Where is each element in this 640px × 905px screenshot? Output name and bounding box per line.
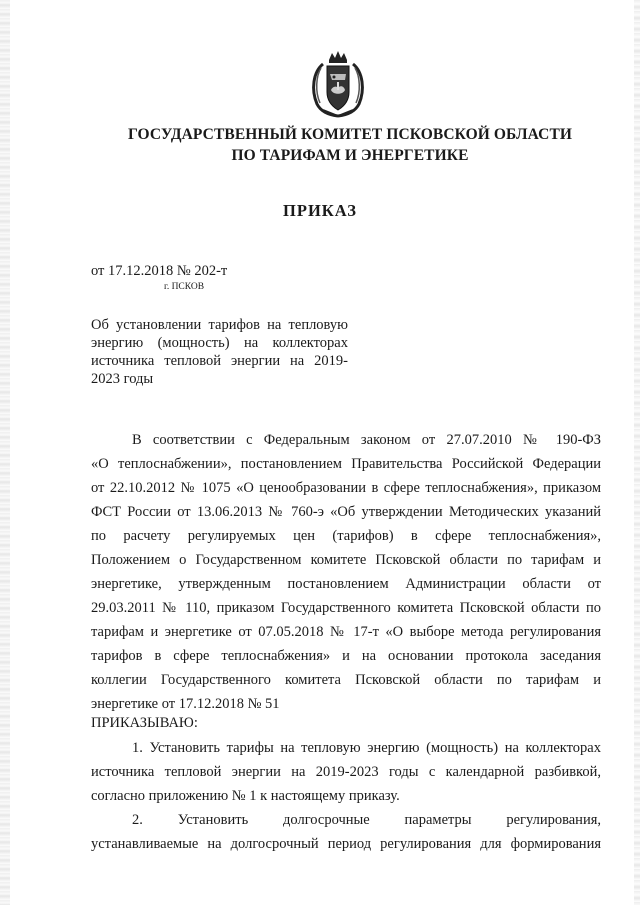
document-date-number: от 17.12.2018 № 202-т <box>91 263 228 279</box>
subject-line: источника тепловой энергии на 2019- <box>91 353 348 369</box>
scan-edge-left <box>0 0 10 905</box>
subject-line: Об установлении тарифов на тепловую <box>91 317 348 333</box>
preamble-line: коллегии Государственного комитета Псковской области по тарифам и <box>91 672 601 688</box>
preamble-line: энергетике от 17.12.2018 № 51 <box>91 696 280 712</box>
preamble-line: Положением о Государственном комитете Псковской области по тарифам и <box>91 552 601 568</box>
organization-title-line1: ГОСУДАРСТВЕННЫЙ КОМИТЕТ ПСКОВСКОЙ ОБЛАСТИ <box>127 126 573 143</box>
preamble-line: тарифов в сфере теплоснабжения» и на основании протокола заседания <box>91 648 601 664</box>
order-directive: ПРИКАЗЫВАЮ: <box>91 715 198 731</box>
preamble-line: от 22.10.2012 № 1075 «О ценообразовании в сфере теплоснабжения», приказом <box>91 480 601 496</box>
preamble-line: В соответствии с Федеральным законом от 27.07.2010 № 190-ФЗ <box>132 432 601 448</box>
subject-line: энергию (мощность) на коллекторах <box>91 335 348 351</box>
preamble-line: энергетике, утвержденным постановлением Администрации области от <box>91 576 601 592</box>
item2-line: устанавливаемые на долгосрочный период регулирования для формирования <box>91 836 601 852</box>
coat-of-arms-icon <box>299 50 377 118</box>
preamble-line: 29.03.2011 № 110, приказом Государственного комитета Псковской области по <box>91 600 601 616</box>
document-subject <box>91 316 348 388</box>
preamble-line: ФСТ России от 13.06.2013 № 760-э «Об утверждении Методических указаний <box>91 504 601 520</box>
item1-line: согласно приложению № 1 к настоящему приказу. <box>91 788 400 804</box>
item1-line: источника тепловой энергии на 2019-2023 годы с календарной разбивкой, <box>91 764 601 780</box>
organization-title-line2: ПО ТАРИФАМ И ЭНЕРГЕТИКЕ <box>231 147 469 164</box>
preamble-line: «О теплоснабжении», постановлением Правительства Российской Федерации <box>91 456 601 472</box>
preamble-line: тарифам и энергетике от 07.05.2018 № 17-т «О выборе метода регулирования <box>91 624 601 640</box>
subject-line: 2023 годы <box>91 371 154 387</box>
item2-line: 2. Установить долгосрочные параметры регулирования, <box>132 812 601 828</box>
item1-line: 1. Установить тарифы на тепловую энергию (мощность) на коллекторах <box>132 740 601 756</box>
document-type-title: ПРИКАЗ <box>283 201 357 220</box>
preamble-line: по расчету регулируемых цен (тарифов) в сфере теплоснабжения», <box>91 528 601 544</box>
document-city: г. ПСКОВ <box>164 282 205 292</box>
